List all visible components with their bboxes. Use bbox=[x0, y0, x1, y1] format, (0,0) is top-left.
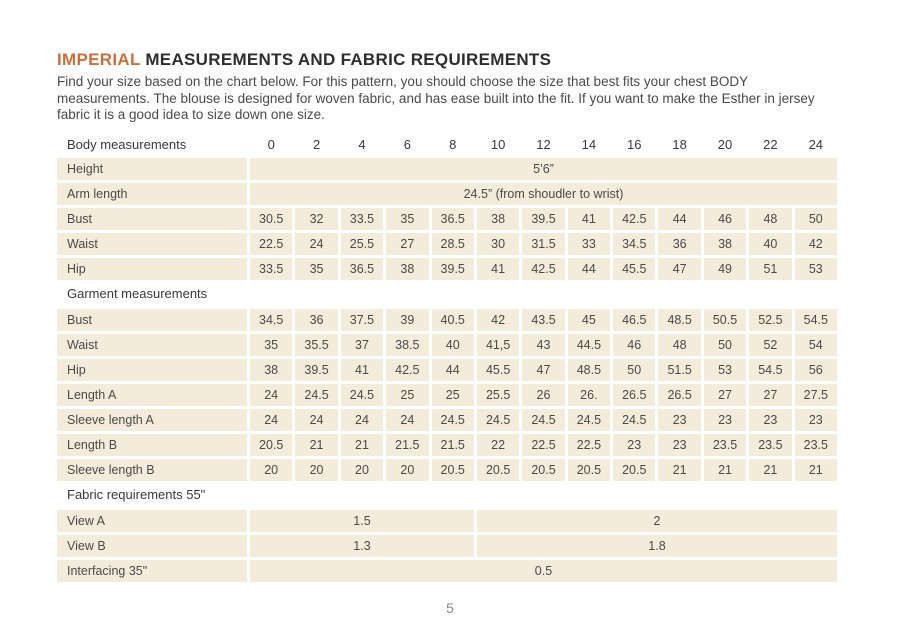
content-area bbox=[57, 50, 837, 585]
value-cell: 40.5 bbox=[432, 309, 474, 331]
size-header-cell: 14 bbox=[581, 136, 597, 152]
value-cell: 24 bbox=[250, 409, 292, 431]
value-cell: 32 bbox=[295, 208, 337, 230]
table-row bbox=[57, 434, 837, 456]
value-cell: 45 bbox=[568, 309, 610, 331]
title-rest: MEASUREMENTS AND FABRIC REQUIREMENTS bbox=[140, 50, 552, 69]
value-cell: 22.5 bbox=[250, 233, 292, 255]
value-cell: 35 bbox=[295, 258, 337, 280]
value-cell: 38 bbox=[704, 233, 746, 255]
table-row bbox=[57, 309, 837, 331]
value-cell: 24.5 bbox=[522, 409, 564, 431]
value-cell: 38 bbox=[477, 208, 519, 230]
value-cell: 51.5 bbox=[658, 359, 700, 381]
row-label: Arm length bbox=[57, 183, 247, 205]
value-cell: 27 bbox=[749, 384, 791, 406]
value-cell: 42 bbox=[795, 233, 837, 255]
value-cell: 27.5 bbox=[795, 384, 837, 406]
value-cell: 38 bbox=[250, 359, 292, 381]
value-cell: 20.5 bbox=[522, 459, 564, 481]
value-cell: 50.5 bbox=[704, 309, 746, 331]
row-label: Hip bbox=[57, 258, 247, 280]
value-cell: 23 bbox=[658, 409, 700, 431]
value-cell: 25 bbox=[386, 384, 428, 406]
value-cell: 22.5 bbox=[522, 434, 564, 456]
table-header-row bbox=[57, 134, 837, 156]
value-cell: 20 bbox=[341, 459, 383, 481]
value-cell: 23 bbox=[658, 434, 700, 456]
value-cell: 36 bbox=[295, 309, 337, 331]
intro-paragraph: Find your size based on the chart below. For this pattern, you should choose the size that best fits your chest BODY measurements. The blouse is designed for woven fabric, and has ease built into the fit. If you want to make the Esther in jersey fabric it is a good idea to size down one size. bbox=[57, 74, 815, 122]
size-header-cell: 8 bbox=[449, 136, 457, 152]
table-row bbox=[57, 233, 837, 255]
title-accent: IMPERIAL bbox=[57, 50, 141, 69]
value-cell: 51 bbox=[749, 258, 791, 280]
row-label: Height bbox=[57, 158, 247, 180]
value-cell: 50 bbox=[795, 208, 837, 230]
value-cell: 50 bbox=[704, 334, 746, 356]
value-cell: 1.5 bbox=[250, 510, 474, 532]
value-cell: 33.5 bbox=[250, 258, 292, 280]
value-cell: 30 bbox=[477, 233, 519, 255]
value-cell: 48 bbox=[658, 334, 700, 356]
value-cell: 21 bbox=[749, 459, 791, 481]
value-cell: 56 bbox=[795, 359, 837, 381]
value-cell: 38.5 bbox=[386, 334, 428, 356]
value-cell: 25 bbox=[432, 384, 474, 406]
table-row bbox=[57, 384, 837, 406]
value-cell: 26.5 bbox=[613, 384, 655, 406]
value-cell: 24.5” (from shoudler to wrist) bbox=[250, 183, 837, 205]
value-cell: 21 bbox=[341, 434, 383, 456]
size-header-cell: 2 bbox=[312, 136, 321, 152]
row-label: Waist bbox=[57, 233, 247, 255]
value-cell: 47 bbox=[522, 359, 564, 381]
table-row bbox=[57, 158, 837, 180]
value-cell: 48.5 bbox=[658, 309, 700, 331]
size-header-cell: 0 bbox=[267, 136, 275, 152]
value-cell: 45.5 bbox=[613, 258, 655, 280]
value-cell: 46 bbox=[613, 334, 655, 356]
value-cell: 0.5 bbox=[250, 560, 837, 582]
row-label: View A bbox=[57, 510, 247, 532]
value-cell: 50 bbox=[613, 359, 655, 381]
value-cell: 27 bbox=[704, 384, 746, 406]
value-cell: 21 bbox=[658, 459, 700, 481]
size-header-cell: 22 bbox=[763, 136, 778, 152]
value-cell: 27 bbox=[386, 233, 428, 255]
table-row bbox=[57, 334, 837, 356]
value-cell: 24 bbox=[341, 409, 383, 431]
row-label: Bust bbox=[57, 309, 247, 331]
value-cell: 52 bbox=[749, 334, 791, 356]
value-cell: 45.5 bbox=[477, 359, 519, 381]
size-header-cell: 10 bbox=[490, 136, 506, 152]
table-row bbox=[57, 510, 837, 532]
value-cell: 24.5 bbox=[477, 409, 519, 431]
value-cell: 41 bbox=[568, 208, 610, 230]
section-label-garment-measurements: Garment measurements bbox=[67, 285, 208, 301]
value-cell: 24.5 bbox=[341, 384, 383, 406]
value-cell: 42 bbox=[477, 309, 519, 331]
value-cell: 21 bbox=[704, 459, 746, 481]
page-number: 5 bbox=[446, 600, 454, 616]
value-cell: 20 bbox=[386, 459, 428, 481]
value-cell: 23.5 bbox=[749, 434, 791, 456]
value-cell: 21 bbox=[795, 459, 837, 481]
value-cell: 20.5 bbox=[568, 459, 610, 481]
row-label: Sleeve length A bbox=[57, 409, 247, 431]
value-cell: 35 bbox=[250, 334, 292, 356]
value-cell: 39.5 bbox=[432, 258, 474, 280]
value-cell: 43.5 bbox=[522, 309, 564, 331]
table-row bbox=[57, 258, 837, 280]
value-cell: 47 bbox=[658, 258, 700, 280]
value-cell: 24 bbox=[295, 233, 337, 255]
value-cell: 44 bbox=[658, 208, 700, 230]
value-cell: 43 bbox=[522, 334, 564, 356]
size-header-cell: 18 bbox=[672, 136, 687, 152]
value-cell: 37 bbox=[341, 334, 383, 356]
value-cell: 46 bbox=[704, 208, 746, 230]
value-cell: 54 bbox=[795, 334, 837, 356]
value-cell: 52.5 bbox=[749, 309, 791, 331]
value-cell: 2 bbox=[477, 510, 837, 532]
value-cell: 22 bbox=[477, 434, 519, 456]
row-label: Bust bbox=[57, 208, 247, 230]
value-cell: 36.5 bbox=[341, 258, 383, 280]
value-cell: 26 bbox=[522, 384, 564, 406]
value-cell: 48 bbox=[749, 208, 791, 230]
value-cell: 20 bbox=[295, 459, 337, 481]
value-cell: 21.5 bbox=[432, 434, 474, 456]
size-chart-table bbox=[57, 134, 837, 582]
value-cell: 39.5 bbox=[295, 359, 337, 381]
value-cell: 33.5 bbox=[341, 208, 383, 230]
value-cell: 20.5 bbox=[432, 459, 474, 481]
value-cell: 38 bbox=[386, 258, 428, 280]
value-cell: 42.5 bbox=[386, 359, 428, 381]
table-row bbox=[57, 183, 837, 205]
size-header-cell: 20 bbox=[717, 136, 733, 152]
value-cell: 37.5 bbox=[341, 309, 383, 331]
value-cell: 40 bbox=[432, 334, 474, 356]
value-cell: 23 bbox=[749, 409, 791, 431]
value-cell: 26.5 bbox=[658, 384, 700, 406]
row-label: Length B bbox=[57, 434, 247, 456]
value-cell: 35.5 bbox=[295, 334, 337, 356]
value-cell: 22.5 bbox=[568, 434, 610, 456]
value-cell: 40 bbox=[749, 233, 791, 255]
value-cell: 54.5 bbox=[795, 309, 837, 331]
value-cell: 20 bbox=[250, 459, 292, 481]
value-cell: 24.5 bbox=[568, 409, 610, 431]
value-cell: 36.5 bbox=[432, 208, 474, 230]
section-label-body-measurements: Body measurements bbox=[67, 136, 187, 152]
value-cell: 35 bbox=[386, 208, 428, 230]
value-cell: 5’6” bbox=[250, 158, 837, 180]
table-section-row bbox=[57, 283, 837, 305]
value-cell: 42.5 bbox=[522, 258, 564, 280]
value-cell: 24 bbox=[250, 384, 292, 406]
value-cell: 41 bbox=[477, 258, 519, 280]
size-header-cell: 16 bbox=[627, 136, 642, 152]
value-cell: 23.5 bbox=[795, 434, 837, 456]
value-cell: 23 bbox=[704, 409, 746, 431]
value-cell: 24.5 bbox=[432, 409, 474, 431]
value-cell: 42.5 bbox=[613, 208, 655, 230]
value-cell: 36 bbox=[658, 233, 700, 255]
value-cell: 41,5 bbox=[477, 334, 519, 356]
value-cell: 21 bbox=[295, 434, 337, 456]
section-label-fabric-requirements: Fabric requirements 55" bbox=[67, 486, 206, 502]
row-label: Length A bbox=[57, 384, 247, 406]
value-cell: 34.5 bbox=[613, 233, 655, 255]
value-cell: 23 bbox=[613, 434, 655, 456]
value-cell: 25.5 bbox=[341, 233, 383, 255]
value-cell: 26. bbox=[568, 384, 610, 406]
table-row bbox=[57, 535, 837, 557]
value-cell: 30.5 bbox=[250, 208, 292, 230]
value-cell: 53 bbox=[795, 258, 837, 280]
value-cell: 1.8 bbox=[477, 535, 837, 557]
value-cell: 39.5 bbox=[522, 208, 564, 230]
page-title bbox=[57, 50, 837, 70]
value-cell: 41 bbox=[341, 359, 383, 381]
value-cell: 54.5 bbox=[749, 359, 791, 381]
table-row bbox=[57, 359, 837, 381]
row-label: Hip bbox=[57, 359, 247, 381]
value-cell: 39 bbox=[386, 309, 428, 331]
row-label: Waist bbox=[57, 334, 247, 356]
table-section-row bbox=[57, 484, 837, 506]
row-label: View B bbox=[57, 535, 247, 557]
table-row bbox=[57, 459, 837, 481]
table-row bbox=[57, 208, 837, 230]
value-cell: 24 bbox=[386, 409, 428, 431]
value-cell: 1.3 bbox=[250, 535, 474, 557]
value-cell: 24 bbox=[295, 409, 337, 431]
value-cell: 20.5 bbox=[613, 459, 655, 481]
value-cell: 23 bbox=[795, 409, 837, 431]
row-label: Sleeve length B bbox=[57, 459, 247, 481]
value-cell: 49 bbox=[704, 258, 746, 280]
value-cell: 44.5 bbox=[568, 334, 610, 356]
value-cell: 20.5 bbox=[477, 459, 519, 481]
value-cell: 20.5 bbox=[250, 434, 292, 456]
size-header-cell: 24 bbox=[808, 136, 824, 152]
table-row bbox=[57, 409, 837, 431]
value-cell: 31.5 bbox=[522, 233, 564, 255]
value-cell: 21.5 bbox=[386, 434, 428, 456]
value-cell: 28.5 bbox=[432, 233, 474, 255]
value-cell: 24.5 bbox=[613, 409, 655, 431]
row-label: Interfacing 35" bbox=[57, 560, 247, 582]
value-cell: 48.5 bbox=[568, 359, 610, 381]
size-header-cell: 4 bbox=[358, 136, 366, 152]
value-cell: 44 bbox=[568, 258, 610, 280]
value-cell: 24.5 bbox=[295, 384, 337, 406]
value-cell: 46.5 bbox=[613, 309, 655, 331]
size-header-cell: 6 bbox=[403, 136, 411, 152]
value-cell: 53 bbox=[704, 359, 746, 381]
size-header-cell: 12 bbox=[536, 136, 551, 152]
value-cell: 25.5 bbox=[477, 384, 519, 406]
value-cell: 34.5 bbox=[250, 309, 292, 331]
value-cell: 33 bbox=[568, 233, 610, 255]
value-cell: 23.5 bbox=[704, 434, 746, 456]
value-cell: 44 bbox=[432, 359, 474, 381]
table-row bbox=[57, 560, 837, 582]
